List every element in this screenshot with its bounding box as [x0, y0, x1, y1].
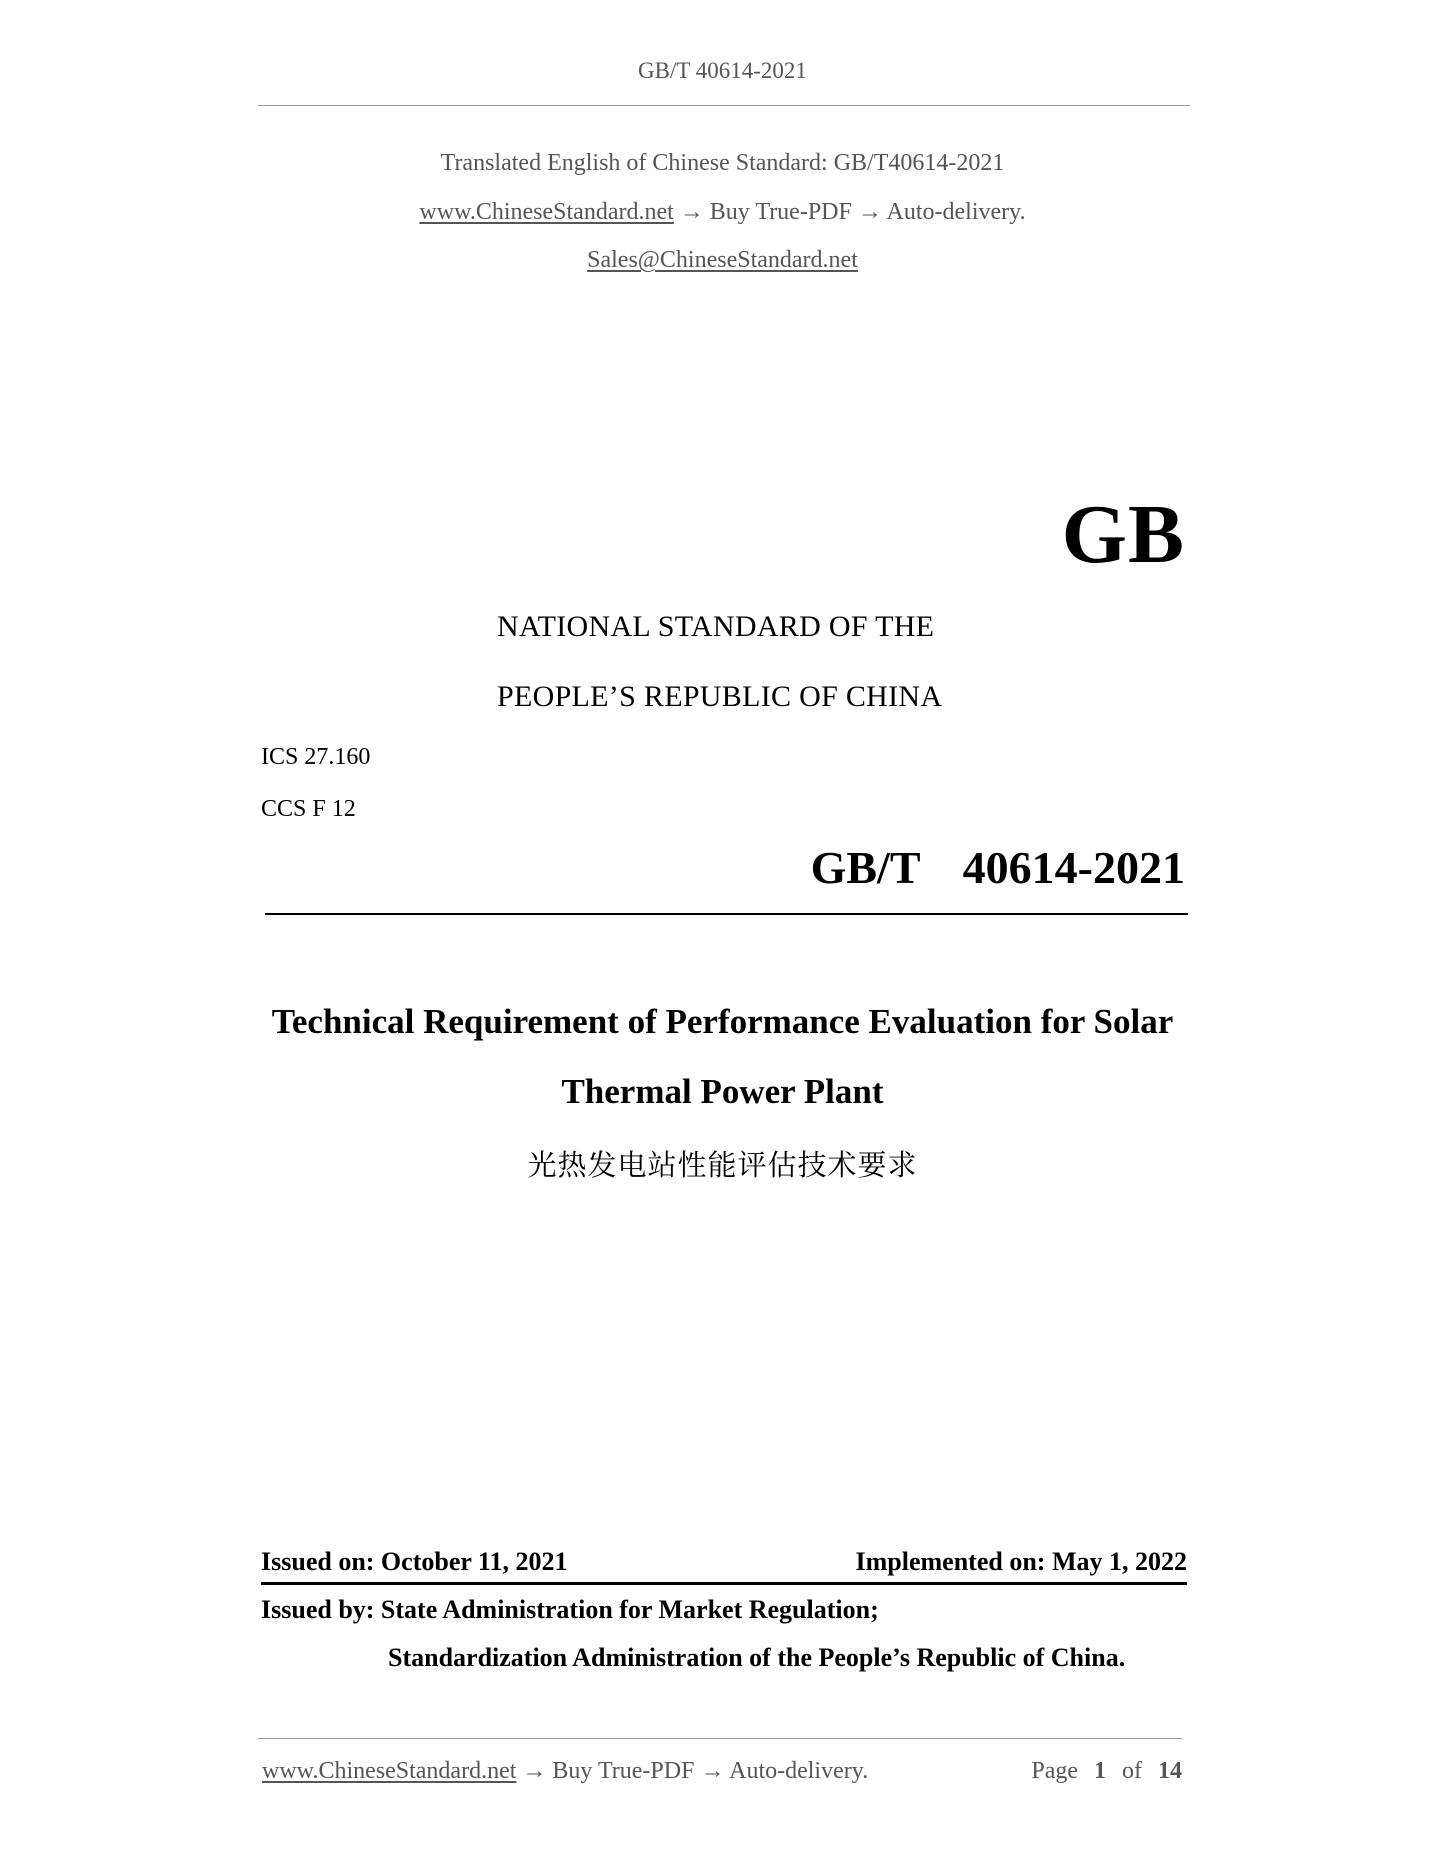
email-link[interactable]: Sales@ChineseStandard.net — [587, 247, 858, 273]
translated-of-line: Translated English of Chinese Standard: GB/T40614-2021 — [440, 150, 1005, 176]
page-indicator — [1031, 1758, 1182, 1785]
page-word: Page — [1031, 1758, 1078, 1784]
national-standard-line-2: PEOPLE’S REPUBLIC OF CHINA — [497, 680, 943, 713]
standard-number-rule — [265, 913, 1188, 915]
page-total: 14 — [1158, 1758, 1182, 1784]
email-line — [0, 247, 1445, 274]
running-header: GB/T 40614-2021 — [638, 58, 807, 83]
footer-promo-suffix: → Buy True-PDF → Auto-delivery. — [522, 1758, 869, 1784]
of-word: of — [1122, 1758, 1142, 1784]
ccs-code: CCS F 12 — [261, 796, 356, 822]
issued-on: Issued on: October 11, 2021 — [261, 1547, 568, 1576]
national-standard-line-1: NATIONAL STANDARD OF THE — [497, 610, 935, 643]
page-current: 1 — [1094, 1758, 1106, 1784]
title-line-1: Technical Requirement of Performance Evaluation for Solar — [271, 1002, 1174, 1041]
footer — [262, 1758, 1182, 1785]
issued-by-line-2: Standardization Administration of the People’s Republic of China. — [388, 1643, 1126, 1672]
footer-divider — [258, 1738, 1182, 1739]
standard-number: GB/T 40614-2021 — [810, 842, 1185, 893]
issued-by-line-1: Issued by: State Administration for Market Regulation; — [261, 1595, 879, 1624]
title-line-2: Thermal Power Plant — [561, 1072, 884, 1111]
promo-line — [0, 199, 1445, 226]
issuance-rule — [261, 1582, 1187, 1585]
site-link[interactable]: www.ChineseStandard.net — [419, 199, 674, 225]
issuance-dates — [261, 1547, 1187, 1577]
title-chinese: 光热发电站性能评估技术要求 — [527, 1148, 918, 1182]
footer-site-link[interactable]: www.ChineseStandard.net — [262, 1758, 517, 1784]
promo-suffix: → Buy True-PDF → Auto-delivery. — [679, 199, 1026, 225]
implemented-on: Implemented on: May 1, 2022 — [855, 1547, 1187, 1576]
footer-promo — [262, 1758, 868, 1785]
ics-code: ICS 27.160 — [261, 744, 371, 770]
header-divider — [258, 105, 1190, 106]
gb-mark: GB — [1061, 488, 1185, 581]
